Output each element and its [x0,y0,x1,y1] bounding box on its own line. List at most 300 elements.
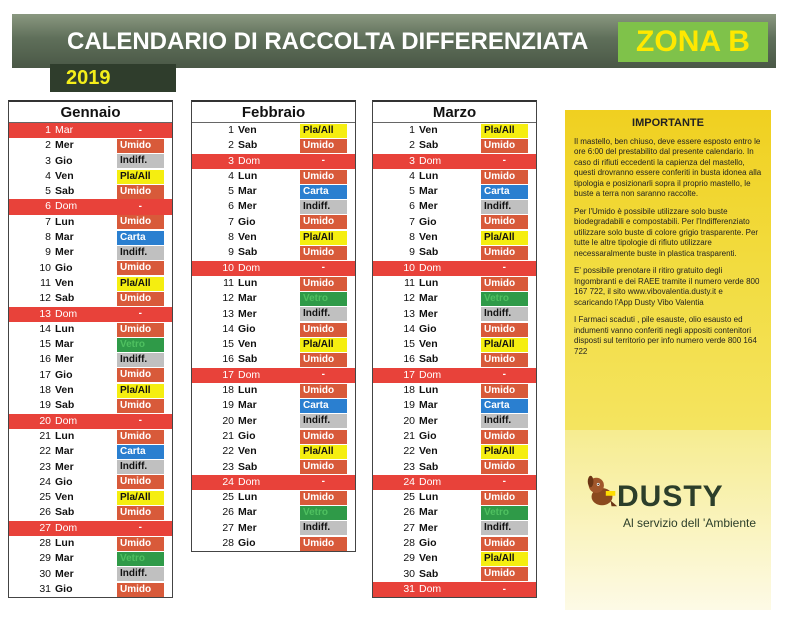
day-row [373,429,536,444]
day-name: Dom [238,154,261,167]
day-number: 4 [45,169,51,182]
day-number: 28 [39,537,51,550]
day-row [9,261,172,276]
day-number: 31 [39,582,51,595]
waste-type: Carta [481,185,528,199]
day-number: 4 [409,169,415,182]
day-name: Gio [419,537,437,550]
day-number: 24 [403,475,415,488]
day-number: 5 [409,185,415,198]
day-row [9,490,172,505]
day-row [373,444,536,459]
day-number: 31 [403,582,415,595]
day-name: Mer [55,353,74,366]
day-name: Ven [419,231,438,244]
day-name: Sab [419,460,439,473]
day-row [192,490,355,505]
day-row [192,307,355,322]
day-number: 17 [222,368,234,381]
day-name: Sab [238,460,258,473]
day-name: Lun [238,276,258,289]
day-row [373,383,536,398]
year-label: 2019 [50,64,176,92]
waste-type: Umido [117,139,164,153]
waste-type: Indiff. [300,521,347,535]
waste-type: Umido [481,215,528,229]
day-number: 14 [403,322,415,335]
day-number: 22 [39,445,51,458]
waste-type: - [502,369,506,381]
important-notice [565,110,771,430]
day-row [373,230,536,245]
day-number: 28 [403,537,415,550]
day-number: 16 [39,353,51,366]
day-row [373,460,536,475]
day-name: Dom [419,261,442,274]
day-number: 6 [409,200,415,213]
day-name: Mer [419,307,438,320]
day-number: 26 [403,506,415,519]
day-name: Lun [419,384,439,397]
day-row [9,307,172,322]
day-number: 23 [222,460,234,473]
day-name: Lun [55,537,75,550]
day-name: Dom [238,261,261,274]
day-name: Ven [55,491,74,504]
day-name: Dom [238,368,261,381]
day-name: Gio [238,537,256,550]
day-number: 7 [228,215,234,228]
notice-paragraph-2: Per l'Umido è possibile utilizzare solo buste biodegradabili e compostabili. Per l'Indifferenziato utilizzare solo buste di colore grigio trasparente. Per tutte le altre tipologie di rifiuto utilizzare necessaralmente buste in plastica trasparenti. [574,206,759,258]
day-name: Sab [419,567,439,580]
day-name: Dom [419,582,442,595]
waste-type: - [321,476,325,488]
waste-type: Umido [117,185,164,199]
day-name: Ven [419,124,438,136]
day-row [373,199,536,214]
day-row [192,154,355,169]
day-number: 23 [39,460,51,473]
day-number: 21 [39,429,51,442]
day-number: 17 [39,368,51,381]
day-row [9,322,172,337]
waste-type: Umido [117,368,164,382]
day-row [192,169,355,184]
day-number: 9 [409,246,415,259]
day-row [373,215,536,230]
day-row [192,337,355,352]
day-name: Ven [238,231,257,244]
waste-type: Umido [481,353,528,367]
day-name: Sab [238,353,258,366]
waste-type: Umido [117,506,164,520]
day-number: 8 [409,231,415,244]
waste-type: Carta [300,185,347,199]
waste-type: Umido [300,323,347,337]
day-row [9,551,172,566]
day-row [373,398,536,413]
day-row [373,307,536,322]
waste-type: Indiff. [481,521,528,535]
day-row [373,261,536,276]
day-name: Ven [55,169,74,182]
waste-type: Pla/All [300,338,347,352]
day-number: 27 [39,521,51,534]
day-number: 5 [228,185,234,198]
day-name: Lun [419,169,439,182]
waste-type: Vetro [117,552,164,566]
day-name: Mar [238,399,257,412]
day-row [9,169,172,184]
day-row [192,138,355,153]
waste-type: Carta [481,399,528,413]
day-number: 18 [39,384,51,397]
waste-type: Umido [481,277,528,291]
day-name: Ven [238,124,257,136]
waste-type: Umido [117,430,164,444]
day-row [373,567,536,582]
day-number: 17 [403,368,415,381]
waste-type: - [138,201,142,213]
waste-type: Indiff. [300,200,347,214]
waste-type: Umido [117,537,164,551]
waste-type: Pla/All [117,277,164,291]
day-name: Ven [419,445,438,458]
waste-type: Umido [481,567,528,581]
day-row [192,444,355,459]
day-name: Gio [238,429,256,442]
day-name: Mar [419,399,438,412]
notice-paragraph-4: I Farmaci scaduti , pile esauste, olio esausto ed indumenti vanno conferiti negli appositi contenitori disposti sul territorio per info numero verde 800 164 722 [574,315,757,356]
waste-type: Umido [117,261,164,275]
day-number: 3 [409,154,415,167]
waste-type: Umido [117,215,164,229]
day-row [9,291,172,306]
day-number: 19 [403,399,415,412]
day-name: Mer [55,246,74,259]
day-number: 27 [222,521,234,534]
day-row [9,429,172,444]
day-number: 1 [45,124,51,136]
day-name: Dom [419,475,442,488]
day-number: 9 [45,246,51,259]
day-name: Mar [55,552,74,565]
day-row [9,230,172,245]
waste-type: Umido [300,460,347,474]
day-row [192,199,355,214]
day-number: 11 [40,276,51,289]
day-row [9,184,172,199]
waste-type: Umido [481,384,528,398]
day-name: Lun [55,322,75,335]
day-number: 9 [228,246,234,259]
month-gennaio [8,100,173,598]
waste-type: Umido [481,170,528,184]
day-name: Gio [55,368,73,381]
day-row [9,138,172,153]
day-row [9,475,172,490]
waste-type: - [321,369,325,381]
day-number: 26 [39,506,51,519]
waste-type: Umido [300,537,347,551]
day-number: 24 [39,475,51,488]
day-row [373,352,536,367]
day-list [192,123,355,551]
waste-type: Umido [481,537,528,551]
waste-type: Carta [117,445,164,459]
day-name: Mar [55,124,74,136]
waste-type: Vetro [300,292,347,306]
day-row [192,230,355,245]
waste-type: Umido [300,139,347,153]
waste-type: Pla/All [481,338,528,352]
day-row [192,291,355,306]
waste-type: Umido [117,475,164,489]
waste-type: Umido [300,353,347,367]
day-number: 15 [39,338,51,351]
day-name: Lun [55,215,75,228]
day-row [373,291,536,306]
day-name: Lun [55,429,75,442]
day-number: 12 [403,292,415,305]
waste-type: Pla/All [481,231,528,245]
waste-type: Umido [300,215,347,229]
day-row [192,184,355,199]
day-number: 18 [222,384,234,397]
day-name: Gio [238,322,256,335]
waste-type: Umido [481,491,528,505]
day-number: 4 [228,169,234,182]
waste-type: Umido [117,399,164,413]
day-row [9,276,172,291]
day-row [192,245,355,260]
day-name: Mar [55,231,74,244]
day-row [192,536,355,551]
waste-type: Vetro [481,506,528,520]
waste-type: Umido [300,246,347,260]
day-number: 21 [403,429,415,442]
day-list [373,123,536,597]
day-name: Ven [419,338,438,351]
day-number: 29 [403,552,415,565]
day-number: 3 [45,154,51,167]
zona-badge: ZONA B [618,22,768,62]
day-number: 15 [403,338,415,351]
waste-type: - [502,476,506,488]
logo-tagline: Al servizio dell 'Ambiente [623,516,757,530]
waste-type: Carta [300,399,347,413]
day-row [9,245,172,260]
day-name: Sab [55,185,75,198]
waste-type: Pla/All [481,445,528,459]
day-name: Sab [55,292,75,305]
month-marzo [372,100,537,598]
waste-type: Pla/All [117,170,164,184]
day-name: Dom [419,154,442,167]
day-number: 3 [228,154,234,167]
waste-type: Pla/All [300,445,347,459]
day-row [192,414,355,429]
day-name: Sab [238,246,258,259]
day-number: 15 [222,338,234,351]
day-number: 12 [222,292,234,305]
day-row [373,138,536,153]
day-row [9,536,172,551]
day-name: Sab [419,139,439,152]
waste-type: Umido [300,491,347,505]
day-number: 10 [403,261,415,274]
day-number: 30 [403,567,415,580]
waste-type: Indiff. [117,353,164,367]
day-number: 25 [222,491,234,504]
day-name: Mer [419,200,438,213]
day-name: Mar [419,506,438,519]
day-row [373,337,536,352]
day-row [9,123,172,138]
waste-type: Vetro [117,338,164,352]
day-number: 12 [39,292,51,305]
day-name: Mar [419,185,438,198]
day-name: Ven [55,276,74,289]
logo-wordmark: DUSTY [617,480,724,513]
day-row [192,505,355,520]
day-row [373,276,536,291]
day-number: 11 [404,276,415,289]
waste-type: Indiff. [481,307,528,321]
header-banner [12,14,776,68]
waste-type: Umido [481,323,528,337]
day-name: Gio [419,322,437,335]
day-row [9,337,172,352]
day-number: 14 [39,322,51,335]
day-name: Gio [238,215,256,228]
day-name: Mer [238,307,257,320]
day-number: 22 [222,445,234,458]
day-number: 7 [45,215,51,228]
day-number: 8 [228,231,234,244]
day-row [373,169,536,184]
waste-type: Umido [117,292,164,306]
day-row [192,398,355,413]
day-row [9,505,172,520]
day-number: 6 [228,200,234,213]
day-number: 10 [222,261,234,274]
day-row [373,551,536,566]
day-name: Mer [55,139,74,152]
day-number: 11 [223,276,234,289]
day-row [373,368,536,383]
day-number: 13 [403,307,415,320]
day-name: Mer [238,521,257,534]
day-row [192,368,355,383]
day-number: 30 [39,567,51,580]
day-name: Gio [55,261,73,274]
day-number: 8 [45,231,51,244]
waste-type: Indiff. [300,307,347,321]
day-row [373,536,536,551]
day-number: 18 [403,384,415,397]
day-row [9,215,172,230]
waste-type: - [138,124,142,136]
day-row [192,460,355,475]
day-number: 20 [222,414,234,427]
day-number: 13 [39,307,51,320]
waste-type: Indiff. [117,154,164,168]
day-name: Mar [55,338,74,351]
day-name: Mar [238,506,257,519]
day-number: 5 [45,185,51,198]
day-row [192,123,355,138]
day-name: Gio [55,154,73,167]
day-name: Dom [55,200,78,213]
waste-type: Umido [300,430,347,444]
day-name: Gio [419,215,437,228]
day-row [373,505,536,520]
waste-type: Carta [117,231,164,245]
day-number: 24 [222,475,234,488]
day-row [192,383,355,398]
day-name: Gio [55,475,73,488]
day-number: 1 [409,124,415,136]
day-name: Lun [238,384,258,397]
day-name: Dom [55,307,78,320]
month-title: Marzo [373,102,536,123]
day-row [9,414,172,429]
day-name: Sab [419,353,439,366]
day-list [9,123,172,597]
day-row [9,352,172,367]
day-name: Lun [238,491,258,504]
waste-type: Pla/All [117,491,164,505]
waste-type: - [321,262,325,274]
day-name: Dom [55,414,78,427]
day-row [373,245,536,260]
waste-type: Pla/All [117,384,164,398]
day-row [9,154,172,169]
waste-type: Umido [300,384,347,398]
page-title: CALENDARIO DI RACCOLTA DIFFERENZIATA [67,28,589,55]
waste-type: Umido [300,170,347,184]
waste-type: Vetro [300,506,347,520]
month-title: Febbraio [192,102,355,123]
waste-type: Vetro [481,292,528,306]
waste-type: Indiff. [481,200,528,214]
day-name: Mer [238,414,257,427]
day-number: 25 [39,491,51,504]
waste-type: Umido [300,277,347,291]
day-name: Mar [238,185,257,198]
day-row [192,276,355,291]
day-row [373,582,536,597]
waste-type: Umido [117,323,164,337]
day-row [9,567,172,582]
day-name: Gio [419,429,437,442]
day-name: Mer [55,567,74,580]
day-name: Mar [419,292,438,305]
day-row [192,215,355,230]
logo-area [565,430,771,610]
notice-title: IMPORTANTE [632,117,704,129]
day-row [9,521,172,536]
waste-type: Umido [117,583,164,597]
notice-paragraph-3: E' possibile prenotare il ritiro gratuito degli Ingombranti e dei RAEE tramite il numero verde 800 167 722, il sito www.vibovalentia.dusty.it e scaricando l'App Dusty Vibo Valentia [574,266,760,307]
day-number: 2 [45,139,51,152]
notice-paragraph-1: Il mastello, ben chiuso, deve essere esposto entro le ore 6:00 del prestabilito dal presente calendario. In caso di rifiuti eccedenti la capienza del mastello, questi drovranno essere conferiti in busta idonea alla tipologia e posizionarli sopra il proprio mastello, le buste a terra non saranno raccolte. [574,136,762,198]
month-febbraio [191,100,356,552]
day-row [9,368,172,383]
day-number: 19 [39,399,51,412]
day-number: 29 [39,552,51,565]
